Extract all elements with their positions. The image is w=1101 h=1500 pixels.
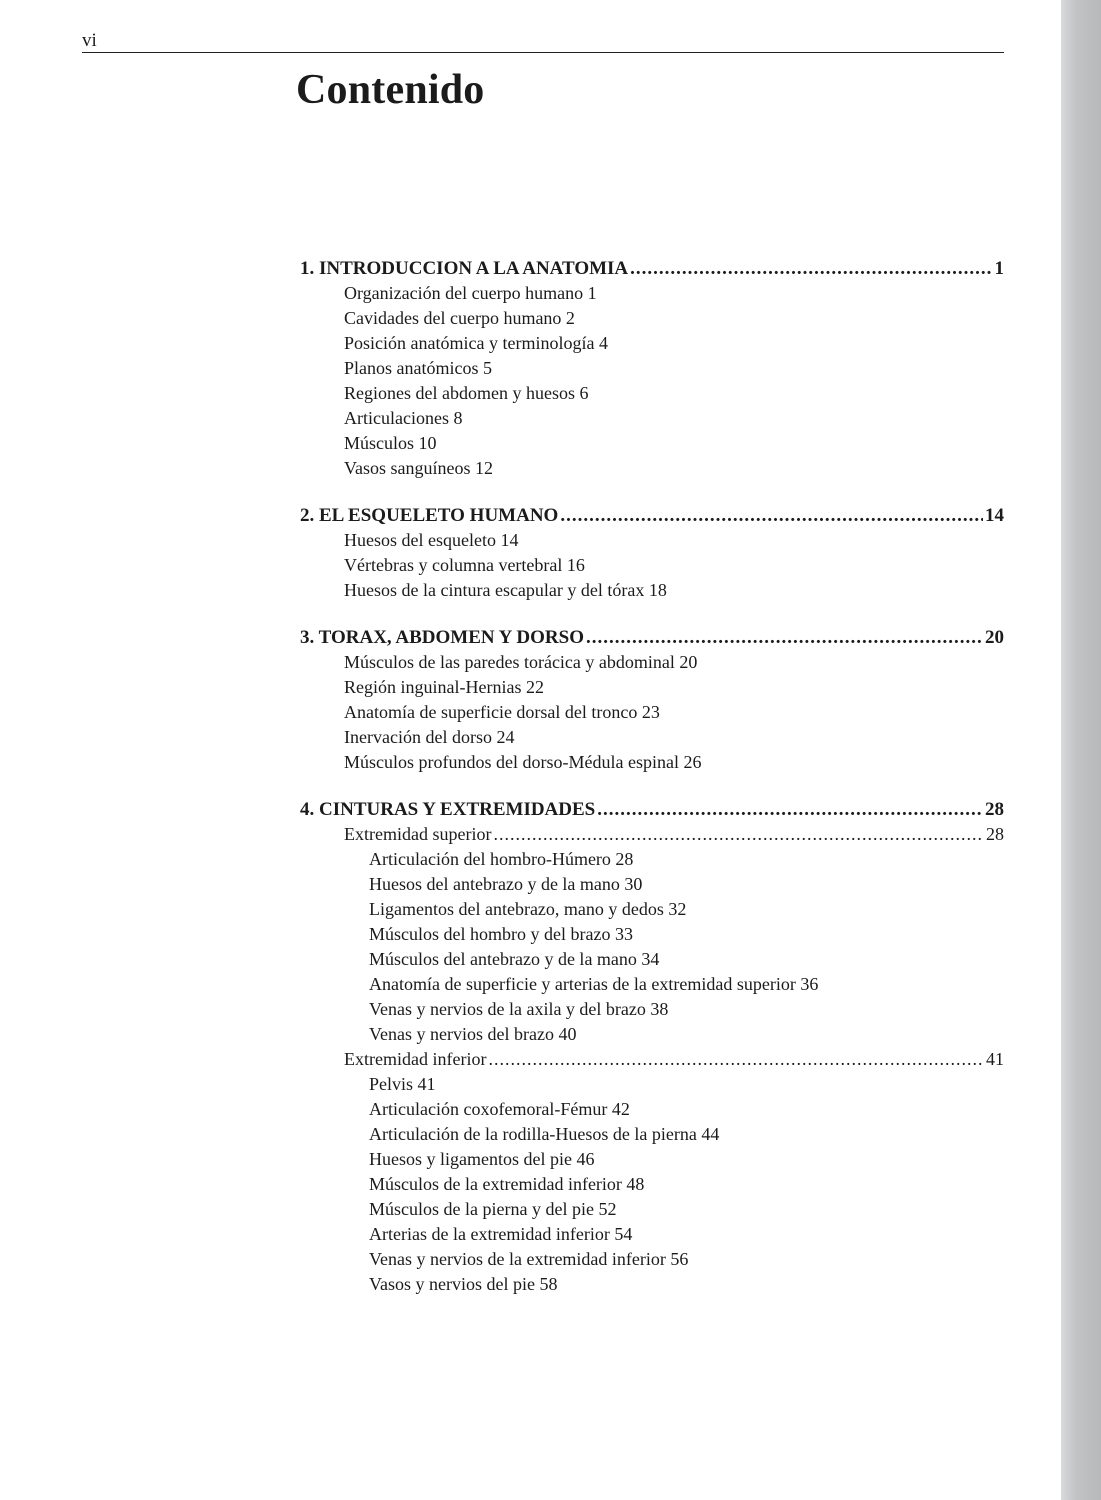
toc-topic: Músculos del hombro y del brazo 33	[369, 924, 633, 944]
subsection-heading	[300, 822, 1004, 847]
toc-topic: Articulación coxofemoral-Fémur 42	[369, 1099, 630, 1119]
toc-topic: Músculos de la extremidad inferior 48	[369, 1174, 645, 1194]
toc-topic: Ligamentos del antebrazo, mano y dedos 32	[369, 899, 687, 919]
page-number: vi	[82, 30, 97, 51]
toc-chapter-2	[300, 503, 1004, 603]
toc-topic: Regiones del abdomen y huesos 6	[344, 383, 589, 403]
chapter-page: 20	[985, 627, 1004, 648]
toc-topic: Anatomía de superficie dorsal del tronco 23	[344, 702, 660, 722]
toc-topic: Articulación de la rodilla-Huesos de la pierna 44	[369, 1124, 720, 1144]
dot-leader	[597, 797, 983, 822]
header-rule	[82, 52, 1004, 53]
chapter-title: 3. TORAX, ABDOMEN Y DORSO	[300, 627, 584, 648]
subsection-page: 28	[986, 824, 1004, 844]
chapter-heading	[300, 503, 1004, 528]
toc-topic: Huesos de la cintura escapular y del tórax 18	[344, 580, 667, 600]
toc-topic: Músculos 10	[344, 433, 437, 453]
toc-topic: Vasos sanguíneos 12	[344, 458, 493, 478]
subsection-title: Extremidad inferior	[344, 1049, 487, 1069]
toc-topic: Vasos y nervios del pie 58	[369, 1274, 558, 1294]
toc-topic: Arterias de la extremidad inferior 54	[369, 1224, 633, 1244]
toc-chapter-4	[300, 797, 1004, 1297]
chapter-title: 1. INTRODUCCION A LA ANATOMIA	[300, 258, 629, 279]
toc-topic: Venas y nervios del brazo 40	[369, 1024, 577, 1044]
chapter-page: 14	[985, 505, 1004, 526]
toc-topic: Huesos del esqueleto 14	[344, 530, 519, 550]
toc-topic: Cavidades del cuerpo humano 2	[344, 308, 575, 328]
dot-leader	[488, 1047, 984, 1072]
page-title: Contenido	[296, 67, 485, 113]
toc-topic: Posición anatómica y terminología 4	[344, 333, 608, 353]
chapter-page: 28	[985, 799, 1004, 820]
toc-topic: Organización del cuerpo humano 1	[344, 283, 597, 303]
toc-topic: Inervación del dorso 24	[344, 727, 515, 747]
dot-leader	[630, 256, 992, 281]
dot-leader	[493, 822, 984, 847]
chapter-heading	[300, 625, 1004, 650]
chapter-heading	[300, 797, 1004, 822]
toc-chapter-1	[300, 256, 1004, 481]
toc-topic: Planos anatómicos 5	[344, 358, 492, 378]
dot-leader	[586, 625, 983, 650]
subsection-page: 41	[986, 1049, 1004, 1069]
toc-topic: Músculos de las paredes torácica y abdominal 20	[344, 652, 698, 672]
toc-topic: Anatomía de superficie y arterias de la extremidad superior 36	[369, 974, 819, 994]
toc-chapter-3	[300, 625, 1004, 775]
subsection-title: Extremidad superior	[344, 824, 492, 844]
toc-topic: Músculos de la pierna y del pie 52	[369, 1199, 617, 1219]
toc-topic: Músculos del antebrazo y de la mano 34	[369, 949, 660, 969]
toc-topic: Articulaciones 8	[344, 408, 463, 428]
chapter-heading	[300, 256, 1004, 281]
toc-topic: Músculos profundos del dorso-Médula espinal 26	[344, 752, 702, 772]
toc-topic: Huesos del antebrazo y de la mano 30	[369, 874, 643, 894]
chapter-page: 1	[994, 258, 1004, 279]
dot-leader	[560, 503, 983, 528]
subsection-heading	[300, 1047, 1004, 1072]
table-of-contents	[300, 256, 1004, 1319]
page-edge	[1061, 0, 1101, 1500]
toc-topic: Articulación del hombro-Húmero 28	[369, 849, 634, 869]
toc-topic: Venas y nervios de la extremidad inferior 56	[369, 1249, 689, 1269]
toc-topic: Pelvis 41	[369, 1074, 436, 1094]
chapter-title: 4. CINTURAS Y EXTREMIDADES	[300, 799, 596, 820]
toc-topic: Vértebras y columna vertebral 16	[344, 555, 585, 575]
toc-topic: Región inguinal-Hernias 22	[344, 677, 544, 697]
toc-topic: Huesos y ligamentos del pie 46	[369, 1149, 595, 1169]
chapter-title: 2. EL ESQUELETO HUMANO	[300, 505, 559, 526]
toc-topic: Venas y nervios de la axila y del brazo 38	[369, 999, 669, 1019]
